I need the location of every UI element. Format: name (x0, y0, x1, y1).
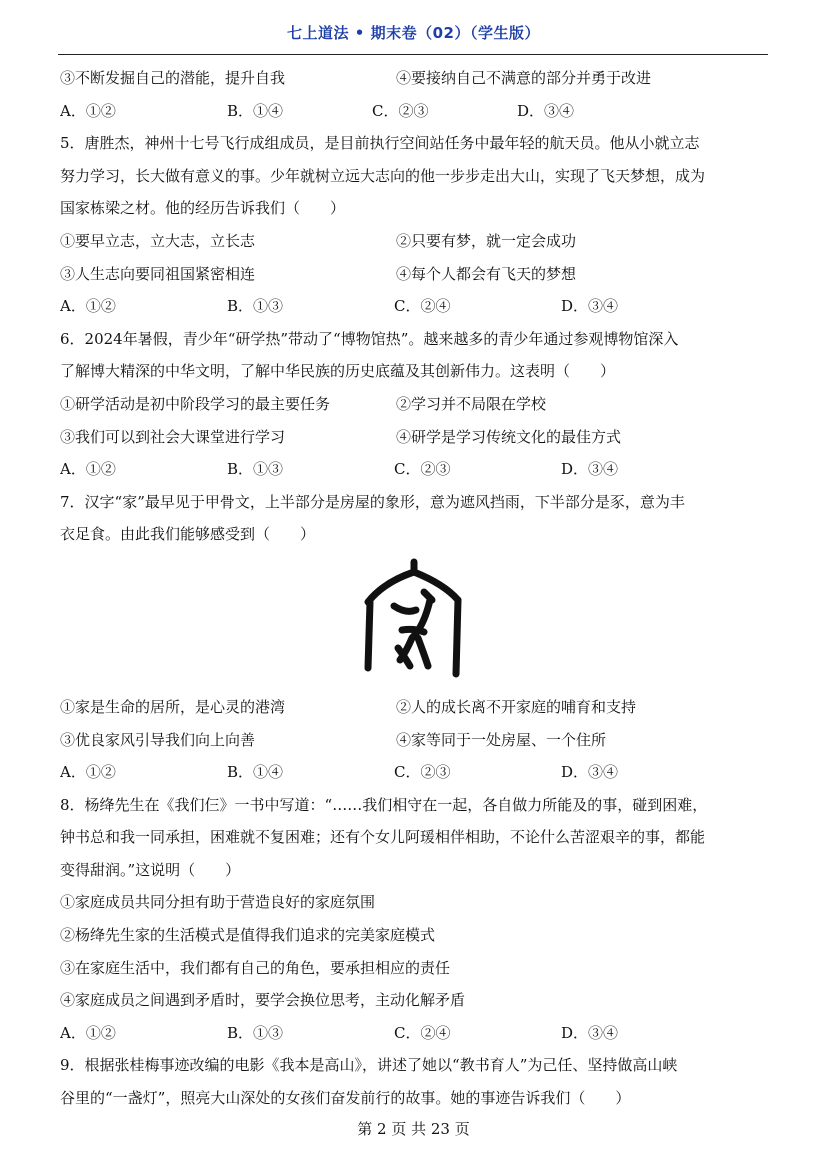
q5-choices (60, 290, 768, 323)
q7-stem-line: 衣足食。由此我们能够感受到（ ） (60, 525, 316, 544)
q8-stem-line: 8．杨绛先生在《我们仨》一书中写道：“……我们相守在一起，各自做力所能及的事，碰到困难， (60, 795, 708, 814)
q5-choice-c: C．②④ (394, 297, 451, 316)
q5-options-row (60, 258, 768, 291)
q5-options-row (60, 225, 768, 258)
q7-choice-d: D．③④ (561, 763, 619, 782)
q8-option-2: ②杨绛先生家的生活模式是值得我们追求的完美家庭模式 (60, 926, 436, 945)
q5-option-2: ②只要有梦，就一定会成功 (396, 231, 577, 250)
q6-stem-line: 了解博大精深的中华文明，了解中华民族的历史底蕴及其创新伟力。这表明（ ） (60, 362, 616, 381)
q8-option-1: ①家庭成员共同分担有助于营造良好的家庭氛围 (60, 893, 376, 912)
header-divider (58, 54, 768, 55)
q6-choice-b: B．①③ (227, 460, 284, 479)
q7-choice-c: C．②③ (394, 763, 451, 782)
q7-choice-a: A．①② (60, 763, 116, 782)
q8-option-4: ④家庭成员之间遇到矛盾时，要学会换位思考，主动化解矛盾 (60, 991, 466, 1010)
q6-stem-line: 6．2024年暑假，青少年“研学热”带动了“博物馆热”。越来越多的青少年通过参观博物馆深入 (60, 329, 679, 348)
q5-choice-d: D．③④ (561, 297, 619, 316)
q5-option-1: ①要早立志，立大志，立长志 (60, 231, 256, 250)
q5-stem-line: 努力学习，长大做有意义的事。少年就树立远大志向的他一步步走出大山，实现了飞天梦想，成为 (60, 166, 706, 185)
q6-choices (60, 453, 768, 486)
q6-choice-d: D．③④ (561, 460, 619, 479)
q8-option-3: ③在家庭生活中，我们都有自己的角色，要承担相应的责任 (60, 958, 451, 977)
q9-stem-line: 9．根据张桂梅事迹改编的电影《我本是高山》，讲述了她以“教书育人”为己任、坚持做高山峡 (60, 1056, 678, 1075)
q7-option-4: ④家等同于一处房屋、一个住所 (396, 730, 607, 749)
q7-options-row (60, 724, 768, 757)
q6-choice-c: C．②③ (394, 460, 451, 479)
q7-option-1: ①家是生命的居所，是心灵的港湾 (60, 697, 286, 716)
q7-options-row (60, 691, 768, 724)
q5-choice-a: A．①② (60, 297, 116, 316)
q4-choice-a: A．①② (60, 101, 116, 120)
q4-option-3: ③不断发掘自己的潜能，提升自我 (60, 69, 286, 87)
q5-option-4: ④每个人都会有飞天的梦想 (396, 264, 577, 283)
q8-choice-d: D．③④ (561, 1023, 619, 1042)
q8-stem-line: 钟书总和我一同承担，困难就不复困难；还有个女儿阿瑗相伴相助，不论什么苦涩艰辛的事，都能 (60, 828, 706, 847)
oracle-bone-jia-figure (60, 551, 768, 691)
q7-choices (60, 756, 768, 789)
q7-choice-b: B．①④ (227, 763, 284, 782)
page-header-title: 七上道法 • 期末卷（02）（学生版） (287, 24, 540, 42)
q9-stem-line: 谷里的“一盏灯”，照亮大山深处的女孩们奋发前行的故事。她的事迹告诉我们（ ） (60, 1089, 631, 1108)
q4-choice-c: C．②③ (372, 101, 429, 120)
q5-option-3: ③人生志向要同祖国紧密相连 (60, 264, 256, 283)
q4-options-row (60, 62, 768, 95)
q6-option-2: ②学习并不局限在学校 (396, 394, 547, 413)
q6-option-4: ④研学是学习传统文化的最佳方式 (396, 427, 622, 446)
q5-stem-line: 国家栋梁之材。他的经历告诉我们（ ） (60, 199, 346, 218)
q7-stem-line: 7．汉字“家”最早见于甲骨文，上半部分是房屋的象形，意为遮风挡雨，下半部分是豕，意为丰 (60, 492, 685, 511)
q6-options-row (60, 388, 768, 421)
q4-option-4: ④要接纳自己不满意的部分并勇于改进 (396, 69, 652, 87)
q6-choice-a: A．①② (60, 460, 116, 479)
q8-choice-a: A．①② (60, 1023, 116, 1042)
q6-options-row (60, 421, 768, 454)
q4-choices (60, 95, 768, 128)
oracle-bone-jia-glyph (354, 556, 474, 686)
q8-choice-c: C．②④ (394, 1023, 451, 1042)
q6-option-1: ①研学活动是初中阶段学习的最主要任务 (60, 394, 331, 413)
q6-option-3: ③我们可以到社会大课堂进行学习 (60, 427, 286, 446)
q5-stem-line: 5．唐胜杰，神州十七号飞行成组成员，是目前执行空间站任务中最年轻的航天员。他从小就立志 (60, 134, 700, 153)
q7-option-2: ②人的成长离不开家庭的哺育和支持 (396, 697, 637, 716)
exam-content (60, 62, 768, 1115)
q7-option-3: ③优良家风引导我们向上向善 (60, 730, 256, 749)
q8-choice-b: B．①③ (227, 1023, 284, 1042)
q5-choice-b: B．①③ (227, 297, 284, 316)
q8-stem-line: 变得甜润。”这说明（ ） (60, 860, 241, 879)
q4-choice-b: B．①④ (227, 101, 284, 120)
q8-choices (60, 1017, 768, 1050)
q4-choice-d: D．③④ (517, 101, 575, 120)
page-footer-number: 第 2 页 共 23 页 (357, 1120, 470, 1138)
